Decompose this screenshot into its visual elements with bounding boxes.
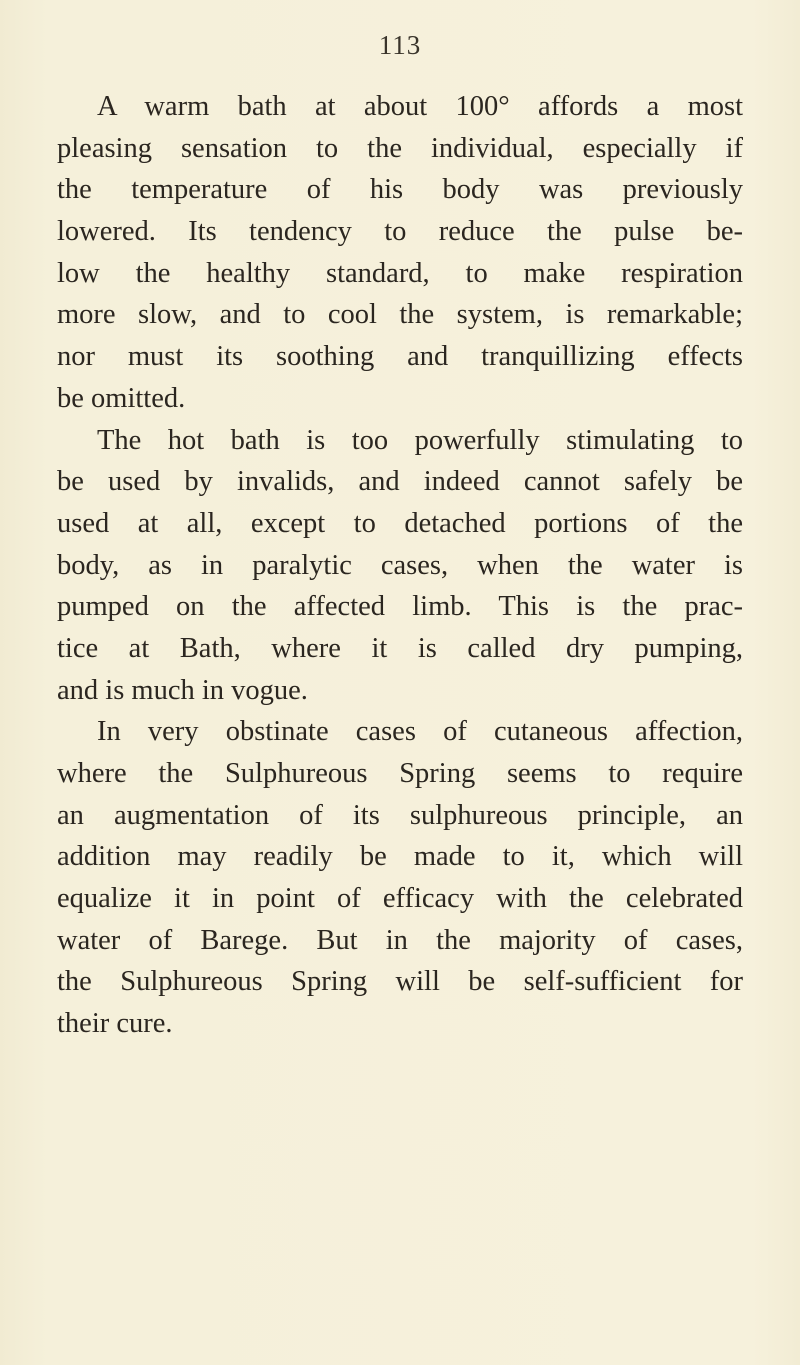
text-line: an augmentation of its sulphureous principle, an: [57, 799, 743, 831]
text-line: nor must its soothing and tranquillizing effects: [57, 341, 743, 373]
text-line: be omitted.: [57, 382, 186, 414]
text-line: pumped on the affected limb. This is the prac-: [57, 591, 743, 623]
text-line: body, as in paralytic cases, when the water is: [57, 549, 743, 581]
text-line: the Sulphureous Spring will be self-sufficient for: [57, 966, 743, 998]
text-line: equalize it in point of efficacy with the celebrated: [57, 883, 743, 915]
text-line: where the Sulphureous Spring seems to require: [57, 758, 743, 789]
text-line: their cure.: [57, 1008, 173, 1040]
text-line: be used by invalids, and indeed cannot safely be: [57, 466, 743, 498]
text-line: more slow, and to cool the system, is remarkable;: [57, 299, 743, 331]
text-line: pleasing sensation to the individual, especially if: [57, 132, 743, 164]
text-line: the temperature of his body was previously: [57, 174, 743, 206]
text-line: water of Barege. But in the majority of cases,: [57, 924, 743, 956]
page-number: 113: [378, 30, 422, 60]
text-line: The hot bath is too powerfully stimulating to: [97, 424, 743, 456]
text-line: and is much in vogue.: [57, 674, 308, 706]
text-line: In very obstinate cases of cutaneous affection,: [97, 716, 743, 748]
body-text: [57, 86, 743, 1045]
text-line: lowered. Its tendency to reduce the pulse be-: [57, 216, 743, 248]
text-line: used at all, except to detached portions of the: [57, 507, 743, 539]
text-line: A warm bath at about 100° affords a most: [97, 91, 743, 122]
text-line: addition may readily be made to it, which will: [57, 841, 743, 873]
text-line: tice at Bath, where it is called dry pumping,: [57, 632, 743, 664]
text-line: low the healthy standard, to make respiration: [57, 257, 743, 289]
